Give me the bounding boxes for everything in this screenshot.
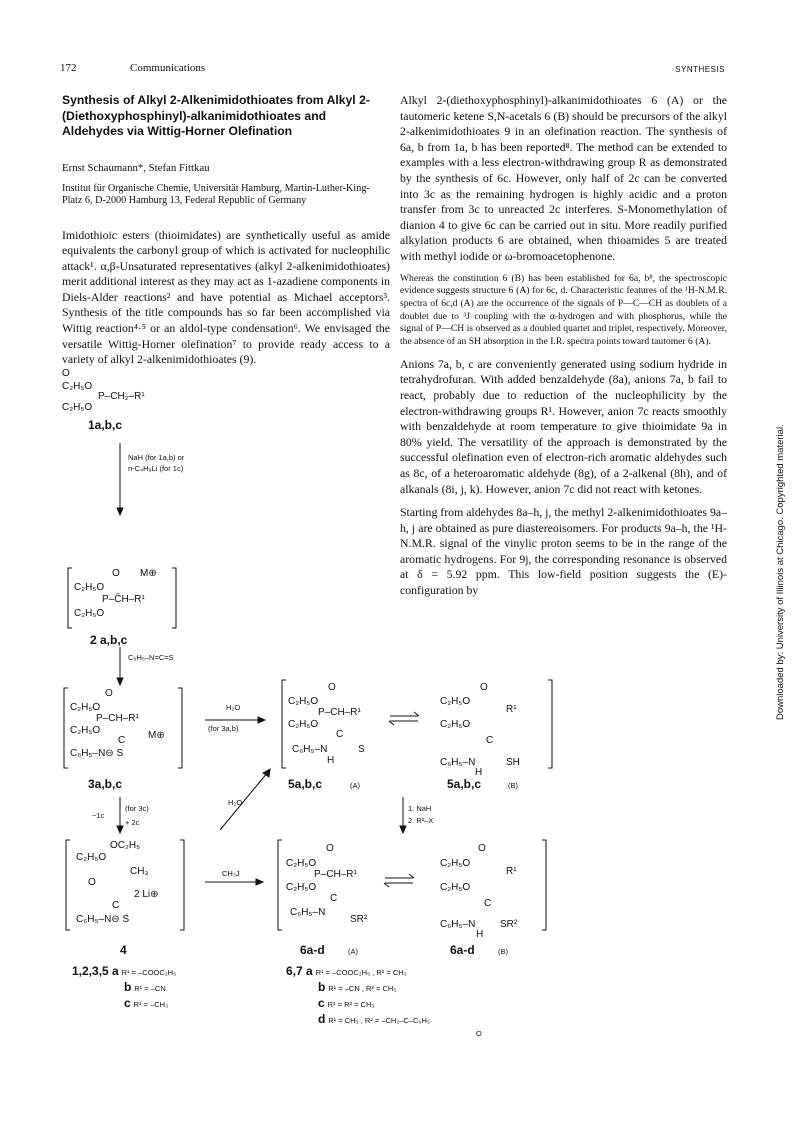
cmpd-5b-sh: SH	[506, 757, 520, 768]
legend-left-text: R¹ = –COOC₂H₅	[121, 968, 177, 977]
cmpd-5b-n: C₆H₅–N	[440, 757, 476, 768]
cmpd-5b-o: O	[480, 682, 488, 693]
label-6a-sub: (A)	[348, 947, 358, 956]
cmpd-5a-n: C₆H₅–N	[292, 744, 328, 755]
right-small-paragraph: Whereas the constitution 6 (B) has been established for 6a, b⁸, the spectroscopic evidence suggests structure 6 (A) for 6c, d. Characteristic features of the ¹H-N.M.R. spectra of 6c,d (A) are the occurrence of the signals of P—C—CH as doublets of a doublet due to ³J coupling with the α-hydrogen and with phosphorus, while the signal of P—CH is observed as a doubled quartet and triplet, respectively. Moreover, the absence of an SH absorption in the I.R. spectra points toward tautomer 6 (A).	[400, 272, 727, 348]
cmpd-4-c: C	[112, 900, 120, 911]
page-number: 172	[60, 62, 77, 74]
cmpd-3-ns: C₆H₅–N⊖ S	[70, 748, 124, 759]
legend-right-row	[286, 1028, 482, 1038]
legend-right-row	[286, 964, 482, 980]
legend-left-num: c	[124, 996, 131, 1010]
cond-4: H₂O	[228, 798, 243, 807]
cmpd-3-et1: C₂H₅O	[70, 725, 101, 736]
right-paragraph-3: Starting from aldehydes 8a–h, j, the methyl 2-alkenimidothioates 9a–h, j are obtained as pure diastereoisomers. For products 9a–h, the ¹H-N.M.R. signal of the vinylic proton seems to be in the range of the aromatic hydrogens. For 9j, the corresponding resonance is observed at δ = 5.92 ppm. This low-field position suggests the (E)-configuration by	[400, 505, 727, 598]
cond-3a: H₂O	[226, 703, 241, 712]
legend-right-text: R¹ = R² = CH₃	[327, 1000, 375, 1009]
cmpd-2-m: M⊕	[140, 568, 157, 579]
cond-5a: 1. NaH	[408, 804, 432, 813]
bracket-3-right	[178, 688, 182, 768]
cmpd-1-et2: C₂H₅O	[62, 381, 93, 392]
legend-right-text: R¹ = –CN , R² = CH₃	[328, 984, 397, 993]
cmpd-3-et2: C₂H₅O	[70, 702, 101, 713]
cmpd-6a-n: C₆H₅–N	[290, 907, 326, 918]
cond-1b: n-C₄H₉Li (for 1c)	[128, 464, 184, 473]
cond-2: C₆H₅–N=C=S	[128, 653, 174, 662]
cmpd-6a-et2: C₂H₅O	[286, 858, 317, 869]
cmpd-1-p: P–CH₂–R¹	[98, 391, 145, 402]
label-6a: 6a-d	[300, 943, 325, 957]
legend-left-num: b	[124, 980, 132, 994]
label-5b: 5a,b,c	[447, 777, 482, 791]
legend-right-text: O	[476, 1029, 482, 1038]
cmpd-6b-h: H	[476, 929, 484, 940]
cmpd-4-li: 2 Li⊕	[134, 889, 159, 900]
bracket-5-left	[282, 680, 286, 768]
label-6b-sub: (B)	[498, 947, 508, 956]
legend-right	[286, 964, 482, 1038]
cmpd-1-o: O	[62, 368, 70, 379]
cond-6a: (for 3c)	[125, 804, 149, 813]
legend-right-row	[286, 996, 482, 1012]
cmpd-3-p: P–CH–R¹	[96, 713, 139, 724]
label-6b: 6a-d	[450, 943, 475, 957]
bracket-4-right	[180, 840, 184, 930]
cmpd-6b-o: O	[478, 843, 486, 854]
bracket-3-left	[64, 688, 68, 768]
legend-left-row	[72, 964, 176, 980]
bracket-5-right	[548, 680, 552, 768]
cmpd-6b-et1: C₂H₅O	[440, 882, 471, 893]
cmpd-5a-et2: C₂H₅O	[288, 696, 319, 707]
cmpd-2-et1: C₂H₅O	[74, 608, 105, 619]
arrowhead-3-5	[258, 717, 265, 723]
download-note: Downloaded by: University of Illinois at Chicago. Copyrighted material.	[775, 424, 786, 720]
cond-3b: (for 3a,b)	[208, 724, 239, 733]
legend-right-row	[286, 980, 482, 996]
cmpd-5b-et1: C₂H₅O	[440, 719, 471, 730]
bracket-6-right	[542, 840, 546, 930]
bracket-4-left	[66, 840, 70, 930]
legend-left-text: R¹ = –CH₃	[133, 1000, 169, 1009]
cmpd-2-o: O	[112, 568, 120, 579]
cmpd-6b-et2: C₂H₅O	[440, 858, 471, 869]
legend-right-num: 6,7 a	[286, 964, 313, 978]
legend-right-num: d	[318, 1012, 326, 1026]
journal-name: SYNTHESIS	[675, 65, 725, 74]
arrowhead-1-2	[117, 508, 123, 515]
cond-7: CH₃J	[222, 869, 240, 878]
cmpd-4-oet: OC₂H₅	[110, 840, 141, 851]
cmpd-3-m: M⊕	[148, 730, 165, 741]
cmpd-5a-s: S	[358, 744, 365, 755]
legend-left-row	[72, 996, 176, 1012]
legend-left-row	[72, 980, 176, 996]
right-paragraph-2: Anions 7a, b, c are conveniently generated using sodium hydride in tetrahydrofuran. With added benzaldehyde (8a), anions 7a, b fail to react, probably due to reduction of the nucleophilicity by the electron-withdrawing groups R¹. However, anion 7c reacts smoothly with benzaldehyde at room temperature to give thioimidate 9a in 80% yield. The versatility of the approach is demonstrated by the successful olefination even of electron-rich aromatic aldehydes such as 8c, of a heteroaromatic aldehyde (8g), of a 2-alkenal (8h), and of alkanals (8i, j, k). However, anion 7c did not react with ketones.	[400, 356, 727, 496]
label-5b-sub: (B)	[508, 781, 518, 790]
label-3: 3a,b,c	[88, 777, 123, 791]
legend-right-row	[286, 1012, 482, 1028]
legend-right-text: R¹ = CH₃ , R² = –CH₂–C–C₆H₅	[328, 1016, 430, 1025]
legend-left	[72, 964, 176, 1012]
cmpd-6a-o: O	[326, 843, 334, 854]
bracket-2-right	[172, 568, 176, 628]
legend-left-text: R¹ = –CN	[134, 984, 166, 993]
cmpd-4-o: O	[88, 877, 96, 888]
label-5a-sub: (A)	[350, 781, 360, 790]
cmpd-5a-h: H	[327, 755, 335, 766]
cmpd-5b-h: H	[475, 767, 483, 778]
cmpd-5b-c: C	[486, 735, 494, 746]
section-name: Communications	[130, 62, 206, 74]
cmpd-4-ns: C₆H₅–N⊖ S	[76, 914, 130, 925]
cmpd-4-et: C₂H₅O	[76, 852, 107, 863]
cmpd-6b-n: C₆H₅–N	[440, 919, 476, 930]
label-2: 2 a,b,c	[90, 633, 128, 647]
article-title: Synthesis of Alkyl 2-Alkenimidothioates from Alkyl 2-(Diethoxyphosphinyl)-alkanimidothioates and Aldehydes via Wittig-Horner Olefination	[62, 93, 370, 138]
cmpd-3-o: O	[105, 688, 113, 699]
cond-6c: −1c	[92, 811, 105, 820]
bracket-6-left	[278, 840, 282, 930]
arrowhead-4-6	[256, 879, 263, 885]
cmpd-5a-o: O	[328, 682, 336, 693]
arrowhead-3-4	[117, 826, 123, 833]
cmpd-6a-p: P–CH–R¹	[314, 869, 357, 880]
cmpd-6a-et1: C₂H₅O	[286, 882, 317, 893]
cmpd-5b-r1: R¹	[506, 704, 517, 715]
cmpd-5a-et1: C₂H₅O	[288, 719, 319, 730]
intro-paragraph: Imidothioic esters (thioimidates) are synthetically useful as amide equivalents the carbonyl group of which is activated for nucleophilic attack¹. α,β-Unsaturated representatives (alkyl 2-alkenimidothioates) merit additional interest as they may act as 1-azadiene components in Diels-Alder reactions² and have potential as Michael acceptors³. Synthesis of the title compounds has so far been accomplished via Wittig reaction⁴·⁵ or an aldol-type condensation⁶. We envisaged the versatile Wittig-Horner olefination⁷ to provide ready access to a variety of alkyl 2-alkenimidothioates (9).	[62, 227, 390, 367]
cmpd-6b-r1: R¹	[506, 866, 517, 877]
arrowhead-5-6	[400, 826, 406, 833]
label-5a: 5a,b,c	[288, 777, 323, 791]
cmpd-6b-c: C	[484, 898, 492, 909]
label-1: 1a,b,c	[88, 418, 123, 432]
article-affiliation: Institut für Organische Chemie, Universität Hamburg, Martin-Luther-King-Platz 6, D-2000 Hamburg 13, Federal Republic of Germany	[62, 182, 370, 206]
cmpd-6a-sr2: SR²	[350, 914, 368, 925]
cmpd-2-p: P–C̄H–R¹	[102, 594, 145, 605]
cond-1: NaH (for 1a,b) or	[128, 453, 185, 462]
cmpd-2-et2: C₂H₅O	[74, 582, 105, 593]
cond-6b: + 2c	[125, 818, 140, 827]
cmpd-3-c: C	[118, 735, 126, 746]
bracket-2-left	[68, 568, 72, 628]
cmpd-5b-et2: C₂H₅O	[440, 696, 471, 707]
arrowhead-2-3	[117, 678, 123, 685]
legend-left-num: 1,2,3,5 a	[72, 964, 119, 978]
cmpd-1-et1: C₂H₅O	[62, 402, 93, 413]
article-authors: Ernst Schaumann*, Stefan Fittkau	[62, 161, 210, 174]
legend-right-num: c	[318, 996, 325, 1010]
cmpd-4-ch3: CH₃	[130, 866, 149, 877]
legend-right-text: R¹ = –COOC₂H₅ , R² = CH₃	[315, 968, 407, 977]
cmpd-6b-sr2: SR²	[500, 919, 518, 930]
cmpd-5a-c: C	[336, 729, 344, 740]
cmpd-6a-c: C	[330, 893, 338, 904]
legend-right-num: b	[318, 980, 326, 994]
cmpd-5a-p: P–CH–R¹	[318, 707, 361, 718]
cond-5b: 2. R²–X	[408, 816, 434, 825]
label-4: 4	[120, 943, 127, 957]
right-paragraph-1: Alkyl 2-(diethoxyphosphinyl)-alkanimidothioates 6 (A) or the tautomeric ketene S,N-acetals 6 (B) should be precursors of the alkyl 2-alkenimidothioates 9 in an olefination reaction. The synthesis of 6a, b from 1a, b has been reported⁸. The method can be extended to examples with a less electron-withdrawing group R as demonstrated by the synthesis of 6c. However, only half of 2c can be converted into 3c as the remaining hydrogen is highly acidic and a proton transfer from 3c to unreacted 2c interferes. S-Monomethylation of dianion 4 to give 6c can be carried out in situ. More readily purified alkylation products 6 are obtained, when thioamides 5 are treated with methyl iodide or ω-bromoacetophenone.	[400, 93, 727, 263]
